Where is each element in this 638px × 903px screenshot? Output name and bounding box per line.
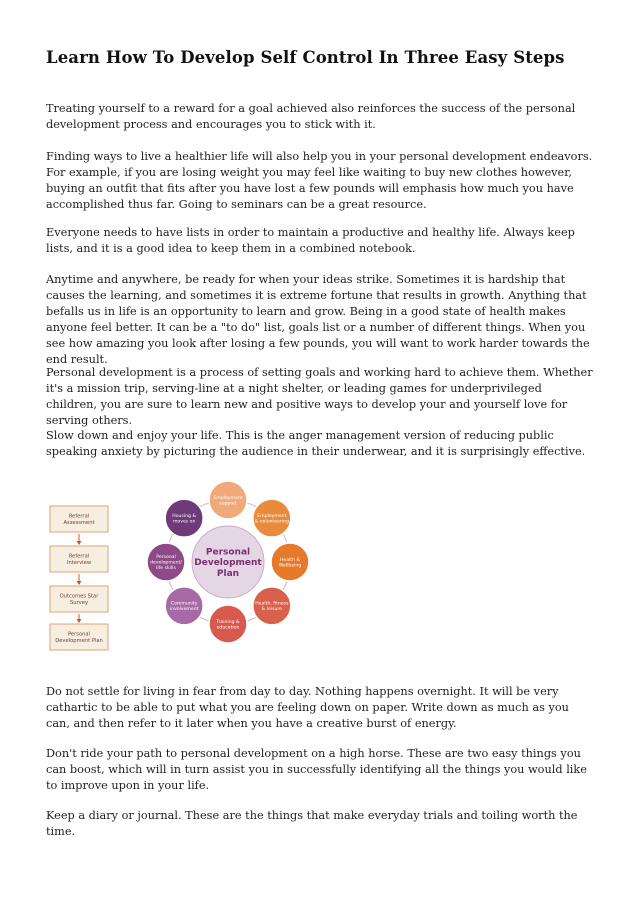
cycle-node-label: moves on (172, 519, 196, 525)
center-label: Development (194, 558, 262, 569)
flow-step-label: Development Plan (55, 637, 103, 644)
paragraph-4: Anytime and anywhere, be ready for when your ideas strike. Sometimes it is hardship that causes the learning, and sometimes it is extreme fortune that results in growth. Anything that befalls us in life is an opportunity to learn and grow. Being in a good state of health makes anyone feel better. It can be a "to do" list, goals list or a number of different things. When you see how amazing you look after losing a few pounds, you will want to work harder towards the end result. (46, 273, 590, 366)
cycle-node-label: development/ (150, 560, 182, 566)
flow-step-label: Outcomes Star (59, 593, 99, 600)
cycle-node-label: Employment (257, 514, 287, 520)
cycle-node-label: Training & (216, 619, 240, 625)
paragraph-7: Do not settle for living in fear from day to day. Nothing happens overnight. It will be very cathartic to be able to put what you are feeling down on paper. Write down as much as you can, and then refer to it later when you have a creative burst of energy. (46, 685, 569, 730)
flow-step-label: Assessment (63, 519, 95, 526)
paragraph-2: Finding ways to live a healthier life will also help you in your personal development endeavors. For example, if you are losing weight you may feel like waiting to buy new clothes however, buying an outfit that fits after you have lost a few pounds will emphasis how much you have accomplished thus far. Going to seminars can be a great resource. (46, 150, 593, 211)
flow-arrow-head (77, 541, 82, 545)
cycle-node-label: Health & (279, 557, 301, 563)
center-label: Personal (205, 547, 251, 558)
cycle-node-label: life skills (156, 566, 176, 572)
cycle-node-label: & leisure (261, 607, 283, 613)
flow-arrow-head (77, 619, 82, 623)
paragraph-1: Treating yourself to a reward for a goal achieved also reinforces the success of the personal development process and encourages you to stick with it. (46, 102, 576, 131)
cycle-node-label: support (219, 501, 237, 507)
paragraph-9: Keep a diary or journal. These are the things that make everyday trials and toiling worth the time. (46, 809, 578, 838)
cycle-node-label: Employment (213, 495, 243, 501)
flow-step-label: Referral (68, 553, 90, 560)
cycle-node-label: & volunteering (254, 519, 289, 525)
center-label: Plan (216, 568, 240, 579)
cycle-node-label: education (216, 625, 240, 631)
cycle-node-label: Personal (156, 555, 176, 561)
flow-step-label: Personal (67, 631, 91, 638)
flow-arrow-head (77, 581, 82, 585)
flow-step-label: Interview (66, 559, 92, 566)
cycle-node-label: Health, fitness (255, 601, 289, 607)
flow-step-label: Survey (69, 599, 89, 606)
page-title: Learn How To Develop Self Control In Three Easy Steps (46, 48, 565, 67)
cycle-node-label: Housing & (172, 514, 197, 520)
flow-step-label: Referral (68, 513, 90, 520)
cycle-node-label: Wellbeing (278, 563, 302, 569)
cycle-node-label: involvement (169, 607, 199, 613)
paragraph-3: Everyone needs to have lists in order to maintain a productive and healthy life. Always keep lists, and it is a good idea to keep them in a combined notebook. (46, 226, 575, 255)
cycle-node-label: Community (170, 601, 198, 607)
personal-development-diagram (46, 474, 326, 664)
paragraph-5: Personal development is a process of setting goals and working hard to achieve them. Whether it's a mission trip, serving-line at a night shelter, or leading games for underprivileged children, you are sure to learn new and positive ways to develop your and yourself love for serving others. (46, 366, 593, 427)
diagram-canvas (46, 474, 326, 664)
paragraph-6: Slow down and enjoy your life. This is the anger management version of reducing public speaking anxiety by picturing the audience in their underwear, and it is surprisingly effective. (46, 429, 586, 458)
paragraph-8: Don't ride your path to personal development on a high horse. These are two easy things you can boost, which will in turn assist you in successfully identifying all the things you would like to improve upon in your life. (46, 747, 587, 792)
